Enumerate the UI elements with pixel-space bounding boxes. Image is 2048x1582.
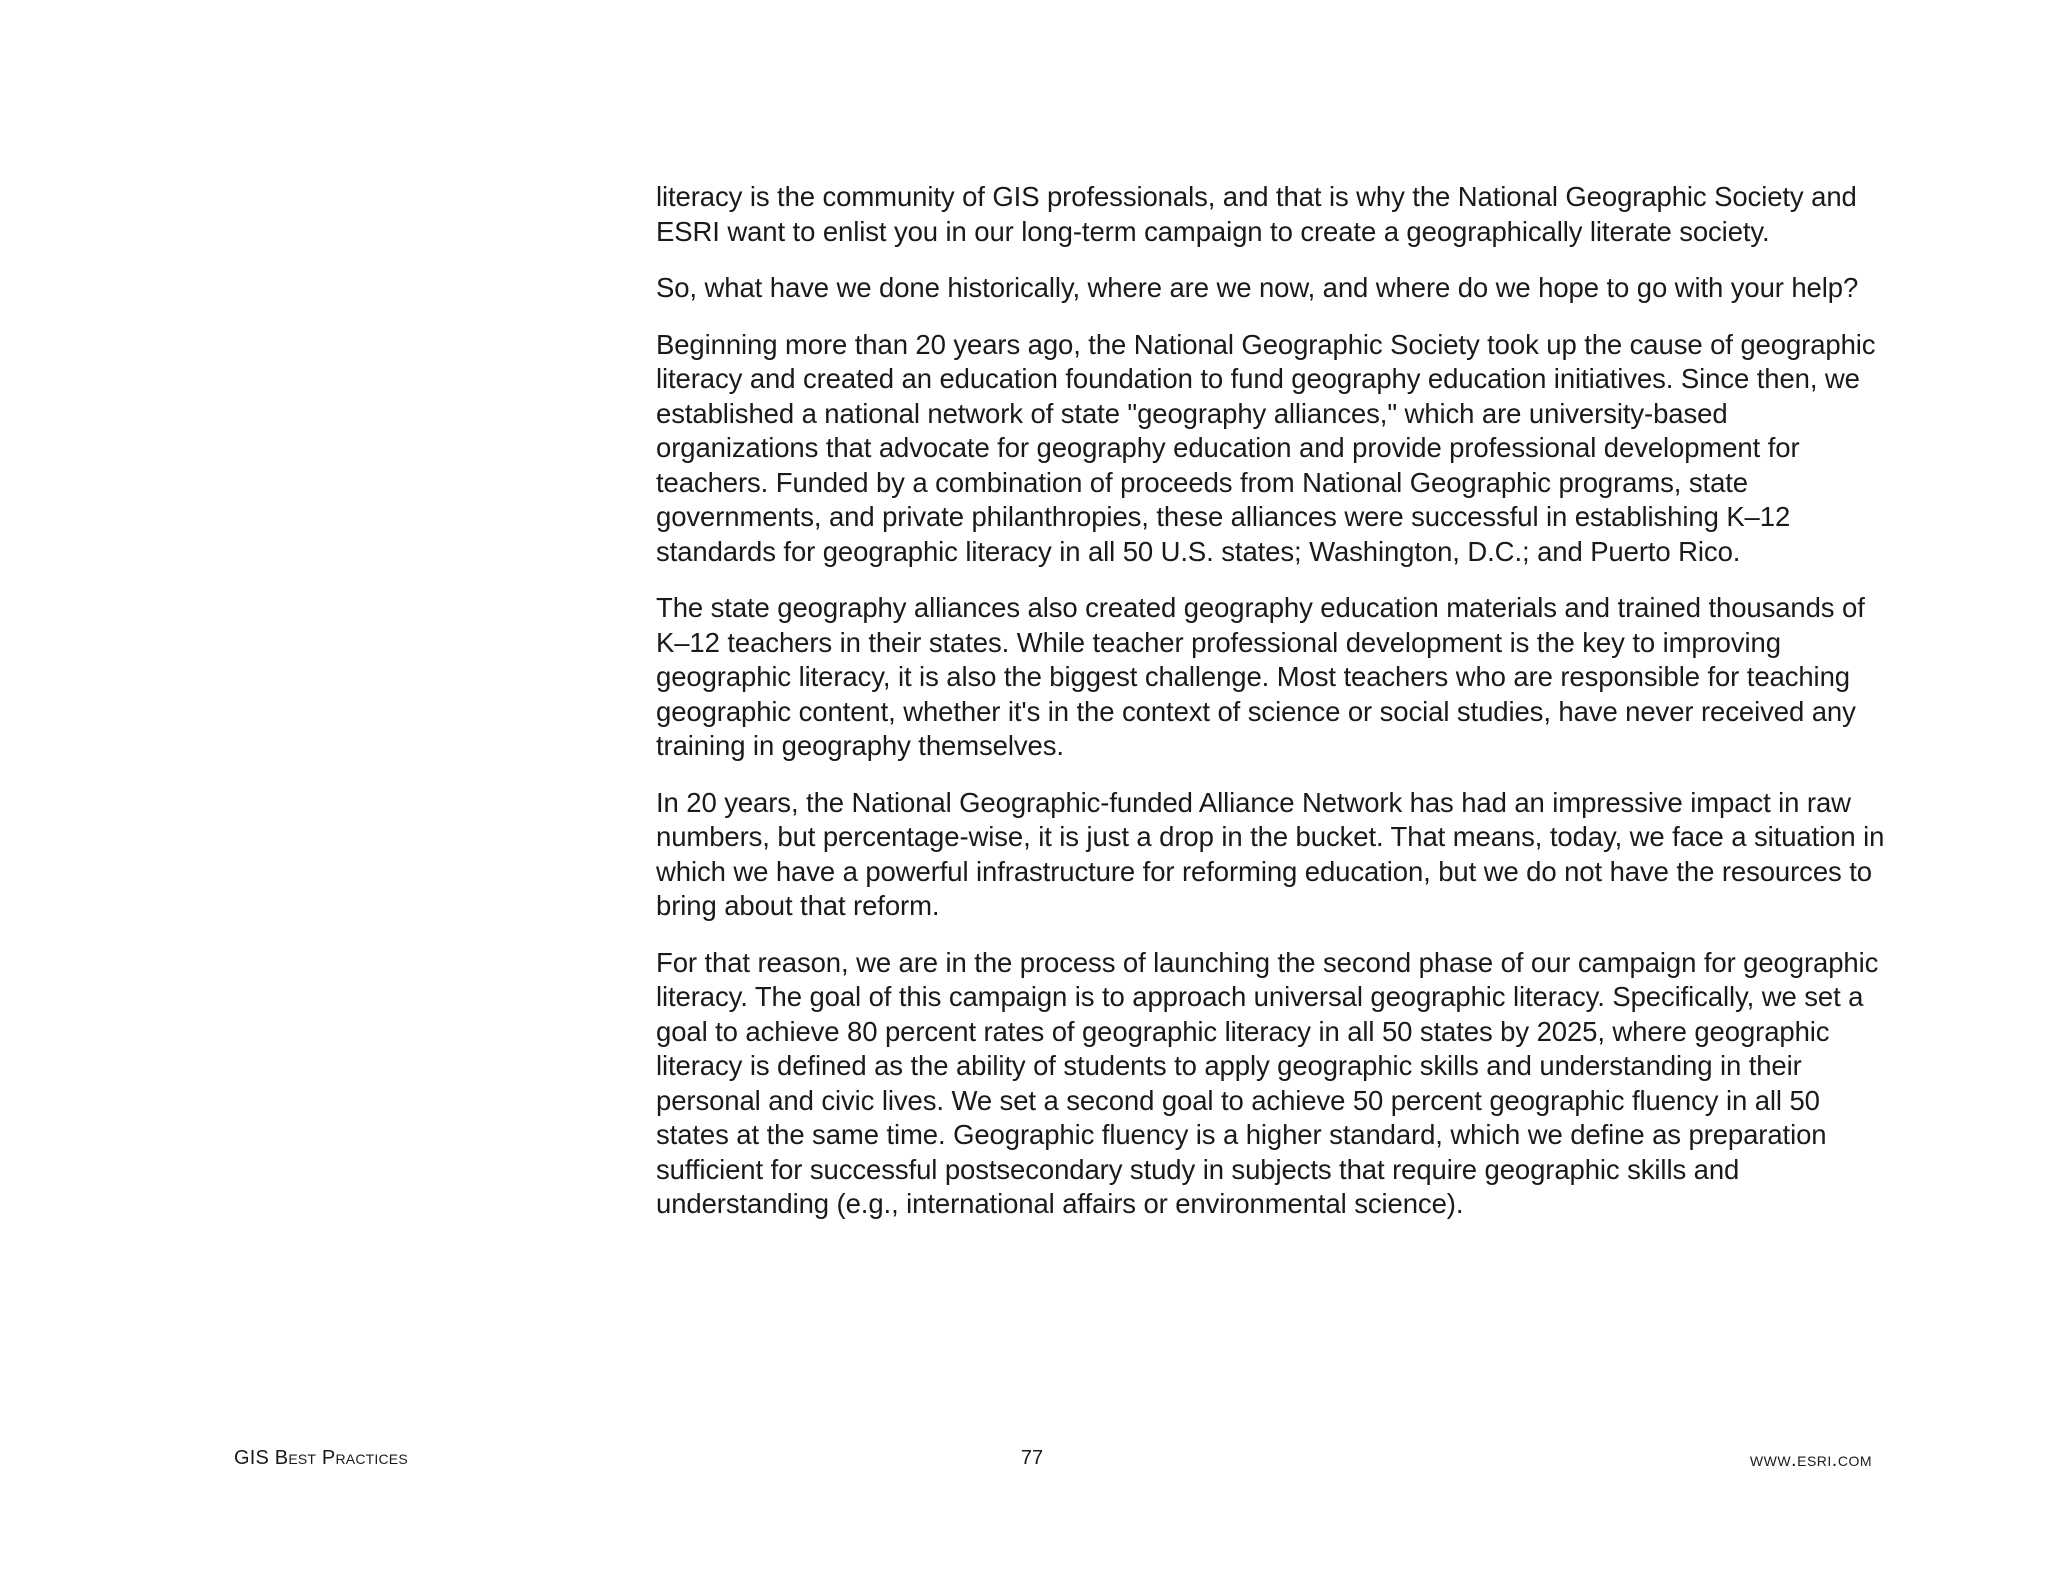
page-number: 77 bbox=[1020, 1447, 1044, 1469]
paragraph: So, what have we done historically, where are we now, and where do we hope to go with your help? bbox=[656, 272, 1859, 303]
paragraph: The state geography alliances also created geography education materials and trained thousands of K–12 teachers in their states. While teacher professional development is the key to improving geographic literacy, it is also the biggest challenge. Most teachers who are responsible for teaching geographic content, whether it's in the context of science or social studies, have never received any training in geography themselves. bbox=[656, 592, 1865, 761]
body-text bbox=[656, 180, 1896, 1244]
footer-website: www.esri.com bbox=[1749, 1449, 1872, 1471]
paragraph: For that reason, we are in the process of launching the second phase of our campaign for geographic literacy. The goal of this campaign is to approach universal geographic literacy. Specifically, we set a goal to achieve 80 percent rates of geographic literacy in all 50 states by 2025, where geographic literacy is defined as the ability of students to apply geographic skills and understanding in their personal and civic lives. We set a second goal to achieve 50 percent geographic fluency in all 50 states at the same time. Geographic fluency is a higher standard, which we define as preparation sufficient for successful postsecondary study in subjects that require geographic skills and understanding (e.g., international affairs or environmental science). bbox=[656, 946, 1879, 1219]
paragraph: In 20 years, the National Geographic-funded Alliance Network has had an impressive impact in raw numbers, but percentage-wise, it is just a drop in the bucket. That means, today, we face a situation in which we have a powerful infrastructure for reforming education, but we do not have the resources to bring about that reform. bbox=[656, 786, 1885, 921]
paragraph: Beginning more than 20 years ago, the National Geographic Society took up the cause of geographic literacy and created an education foundation to fund geography education initiatives. Since then, we established a national network of state "geography alliances," which are university-based organizations that advocate for geography education and provide professional development for teachers. Funded by a combination of proceeds from National Geographic programs, state governments, and private philanthropies, these alliances were successful in establishing K–12 standards for geographic literacy in all 50 U.S. states; Washington, D.C.; and Puerto Rico. bbox=[656, 328, 1876, 567]
footer-publication-title: GIS Best Practices bbox=[234, 1447, 408, 1469]
paragraph: literacy is the community of GIS professionals, and that is why the National Geographic Society and ESRI want to enlist you in our long-term campaign to create a geographically literate society. bbox=[656, 181, 1857, 247]
page-footer bbox=[0, 1447, 2048, 1477]
